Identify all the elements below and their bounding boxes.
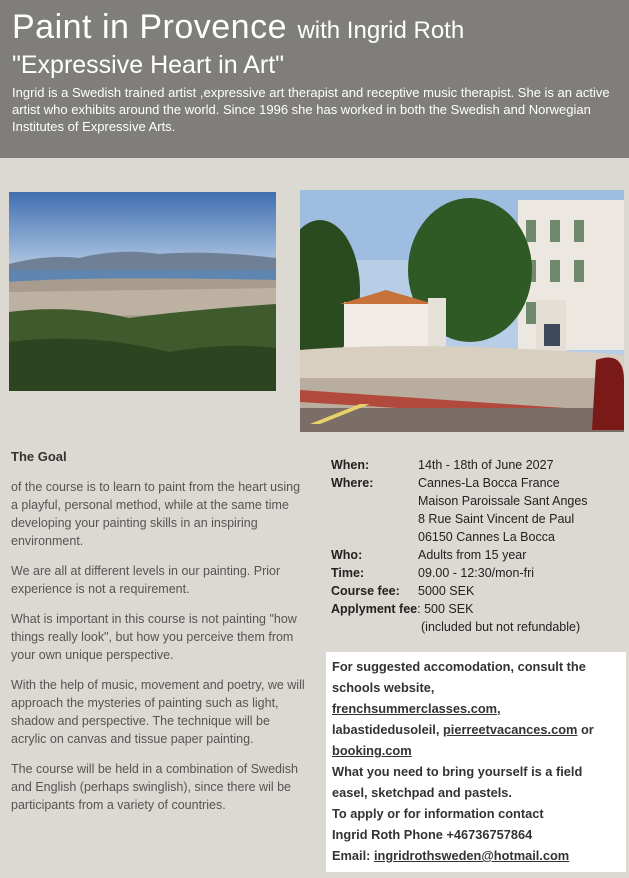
page-subtitle: "Expressive Heart in Art" bbox=[12, 51, 285, 79]
title-line bbox=[12, 8, 617, 47]
email-link[interactable]: ingridrothsweden@hotmail.com bbox=[373, 848, 570, 863]
apply-text: To apply or for information contact bbox=[332, 806, 544, 821]
address-line: Maison Paroissale Sant Anges bbox=[418, 494, 588, 508]
header-banner bbox=[0, 0, 629, 158]
page-title: Paint in Provence bbox=[12, 8, 287, 46]
apply-fee-label: Applyment fee bbox=[331, 602, 418, 616]
where-label: Where: bbox=[331, 476, 374, 490]
street-view-photo bbox=[300, 190, 624, 432]
apply-fee-value: : 500 SEK bbox=[417, 602, 474, 616]
apply-fee-note: (included but not refundable) bbox=[421, 620, 581, 634]
contact-box bbox=[326, 652, 626, 872]
when-value: 14th - 18th of June 2027 bbox=[418, 458, 554, 472]
apply-fee-row bbox=[331, 600, 623, 618]
title-author: with Ingrid Roth bbox=[297, 17, 465, 44]
time-label: Time: bbox=[331, 566, 365, 580]
when-row bbox=[331, 456, 623, 474]
fee-row bbox=[331, 582, 623, 600]
when-label: When: bbox=[331, 458, 370, 472]
course-info bbox=[331, 456, 623, 636]
time-row bbox=[331, 564, 623, 582]
phone-text: Ingrid Roth Phone +46736757864 bbox=[332, 827, 533, 842]
time-value: 09.00 - 12:30/mon-fri bbox=[418, 566, 535, 580]
goal-heading: The Goal bbox=[11, 449, 67, 464]
goal-paragraph: of the course is to learn to paint from the heart using a playful, personal method, while at the same time developing your painting skills in an inspiring environment. bbox=[11, 480, 301, 548]
intro-text: Ingrid is a Swedish trained artist ,expressive art therapist and receptive music therapist. She is an active artist who exhibits around the world. Since 1996 she has worked in both the Swedish and Norwegian Institutes of Expressive Arts. bbox=[12, 85, 610, 134]
fee-label: Course fee: bbox=[331, 584, 400, 598]
where-row bbox=[331, 474, 623, 546]
who-row bbox=[331, 546, 623, 564]
site-link: labastidedusoleil, bbox=[332, 722, 440, 737]
goal-paragraph: With the help of music, movement and poetry, we will approach the mysteries of painting such as light, shadow and perspective. The technique will be acrylic on canvas and tissue paper painting. bbox=[11, 678, 305, 746]
site-link[interactable]: frenchsummerclasses.com, bbox=[332, 701, 501, 716]
address-line: 8 Rue Saint Vincent de Paul bbox=[418, 512, 575, 526]
email-label: Email: bbox=[332, 848, 374, 863]
goal-paragraph: We are all at different levels in our painting. Prior experience is not a requirement. bbox=[11, 564, 281, 596]
address-line: Cannes-La Bocca France bbox=[418, 476, 560, 490]
or-text: or bbox=[577, 722, 594, 737]
goal-paragraph: What is important in this course is not painting "how things really look", but how you perceive them from your own unique perspective. bbox=[11, 612, 297, 662]
coast-view-photo bbox=[9, 192, 276, 391]
goal-section bbox=[11, 448, 306, 826]
site-link[interactable]: booking.com bbox=[332, 743, 412, 758]
fee-value: 5000 SEK bbox=[418, 584, 475, 598]
site-link[interactable]: pierreetvacances.com bbox=[442, 722, 578, 737]
address-line: 06150 Cannes La Bocca bbox=[418, 530, 555, 544]
where-value bbox=[418, 474, 623, 546]
goal-paragraph: The course will be held in a combination of Swedish and English (perhaps swinglish), since there wil be participants from a variety of countries. bbox=[11, 762, 298, 812]
accommodation-text: For suggested accomodation, consult the schools website, bbox=[332, 659, 586, 695]
who-label: Who: bbox=[331, 548, 363, 562]
bring-text: What you need to bring yourself is a field easel, sketchpad and pastels. bbox=[332, 764, 583, 800]
who-value: Adults from 15 year bbox=[418, 548, 527, 562]
